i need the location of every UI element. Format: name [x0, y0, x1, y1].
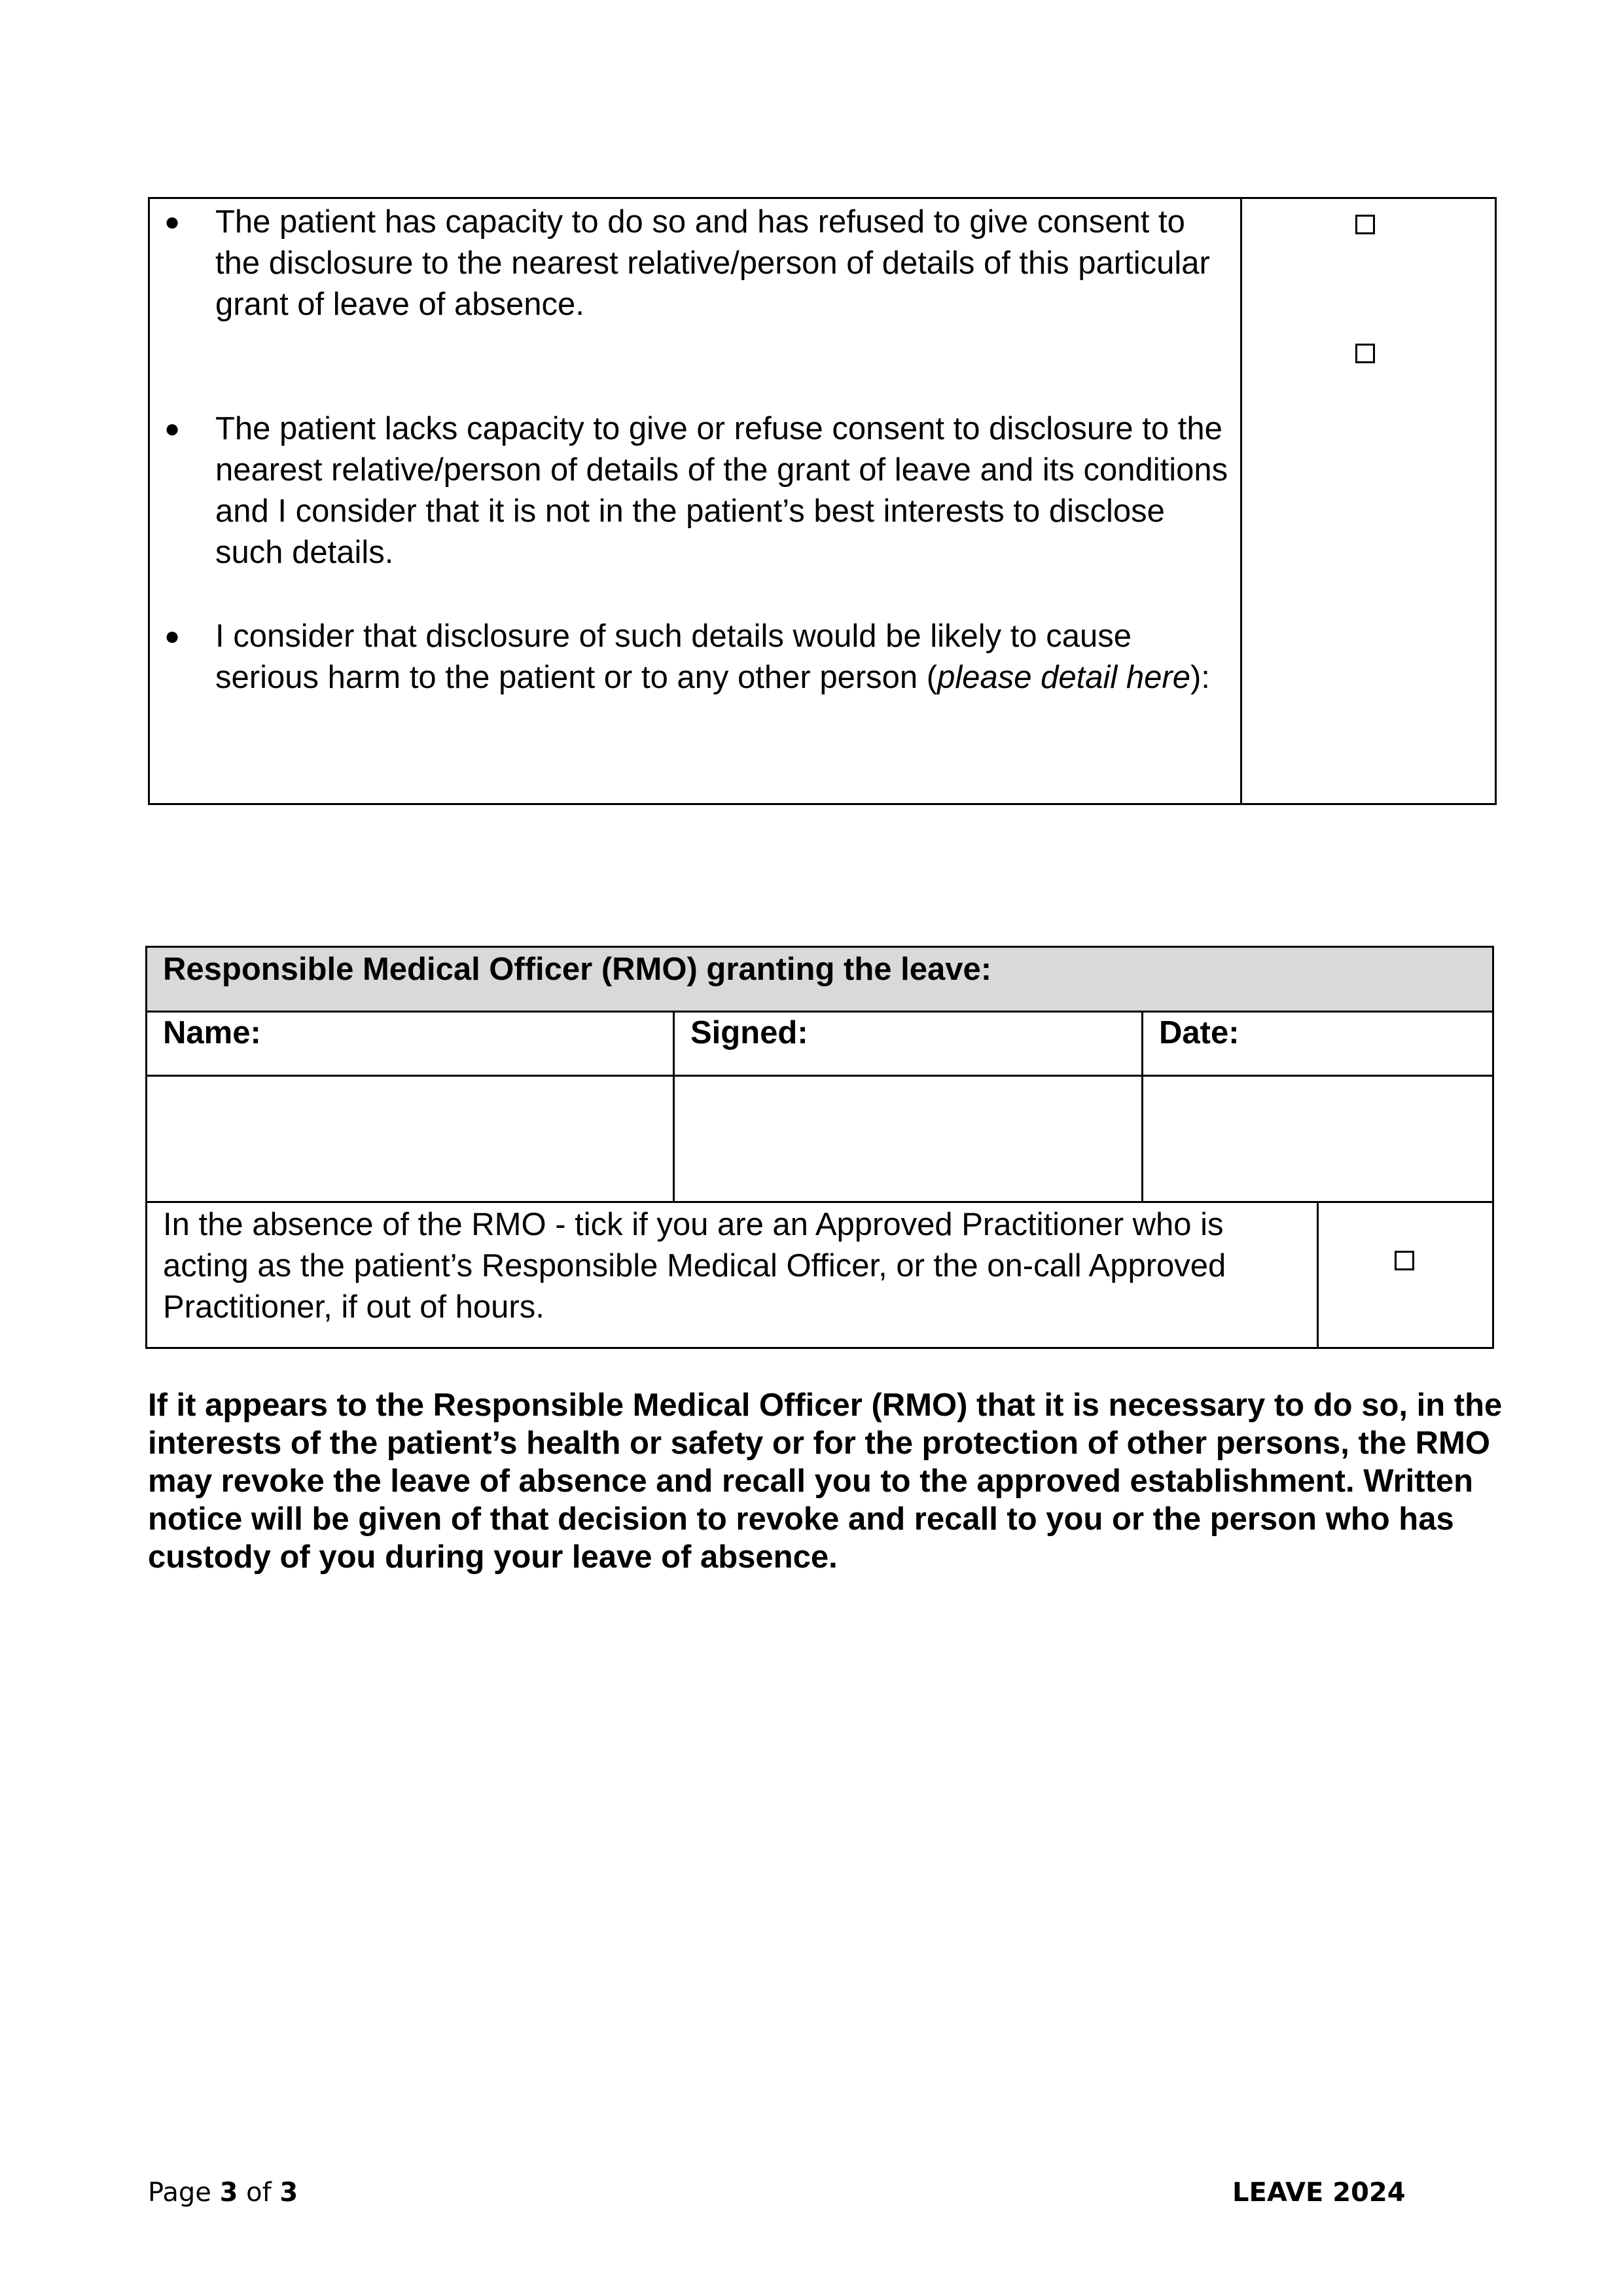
reason-text: The patient has capacity to do so and has refused to give consent to the disclosure to the nearest relative/person of details of this particular grant of leave of absence. — [215, 204, 1210, 322]
reason-text-italic: please detail here — [937, 660, 1190, 695]
bullet-icon: ● — [164, 414, 181, 443]
reasons-table — [148, 197, 1497, 805]
signed-label: Signed: — [675, 1013, 1143, 1075]
date-label: Date: — [1159, 1015, 1240, 1050]
revocation-notice: If it appears to the Responsible Medical Officer (RMO) that it is necessary to do so, in the interests of the patient’s health or safety or for the protection of other persons, the RMO may revoke the leave of absence and recall you to the approved establishment. Written notice will be given of that decision to revoke and recall to you or the person who has custody of you during your leave of absence. — [148, 1388, 1503, 1575]
approved-practitioner-checkbox[interactable] — [1395, 1251, 1414, 1270]
name-label: Name: — [147, 1013, 675, 1075]
page-word: Page — [148, 2178, 211, 2208]
reasons-checkbox-column — [1242, 199, 1495, 803]
bullet-icon: ● — [164, 622, 181, 651]
date-field[interactable] — [1143, 1077, 1492, 1201]
reason-lacks-capacity-checkbox[interactable] — [1355, 344, 1375, 363]
page-current: 3 — [219, 2178, 238, 2208]
absence-checkbox-cell — [1319, 1203, 1492, 1347]
rmo-table — [145, 946, 1494, 1349]
absence-text: In the absence of the RMO - tick if you are an Approved Practitioner who is acting as the patient’s Responsible Medical Officer, or the on-call Approved Practitioner, if out of hours. — [147, 1203, 1319, 1347]
reason-text-before: I consider that disclosure of such details would be likely to cause serious harm to the patient or to any other person ( — [215, 619, 1132, 695]
page-of: of — [246, 2178, 272, 2208]
rmo-absence-row — [147, 1203, 1492, 1347]
rmo-entry-row — [147, 1077, 1492, 1203]
rmo-column-headers — [147, 1013, 1492, 1077]
reason-text — [215, 616, 1236, 698]
name-field[interactable] — [147, 1077, 675, 1201]
reason-text: The patient lacks capacity to give or refuse consent to disclosure to the nearest relative/person of details of the grant of leave and its conditions and I consider that it is not in the patient’s best interests to disclose such details. — [215, 411, 1228, 570]
page-total: 3 — [279, 2178, 298, 2208]
rmo-header: Responsible Medical Officer (RMO) granting the leave: — [147, 948, 1492, 1013]
document-code: LEAVE 2024 — [1232, 2178, 1406, 2208]
page-number — [148, 2178, 298, 2208]
reason-text-after: ): — [1190, 660, 1210, 695]
reason-capacity-refused-checkbox[interactable] — [1355, 215, 1375, 234]
reasons-text-column — [150, 199, 1242, 803]
signature-field[interactable] — [675, 1077, 1143, 1201]
bullet-icon: ● — [164, 207, 181, 236]
